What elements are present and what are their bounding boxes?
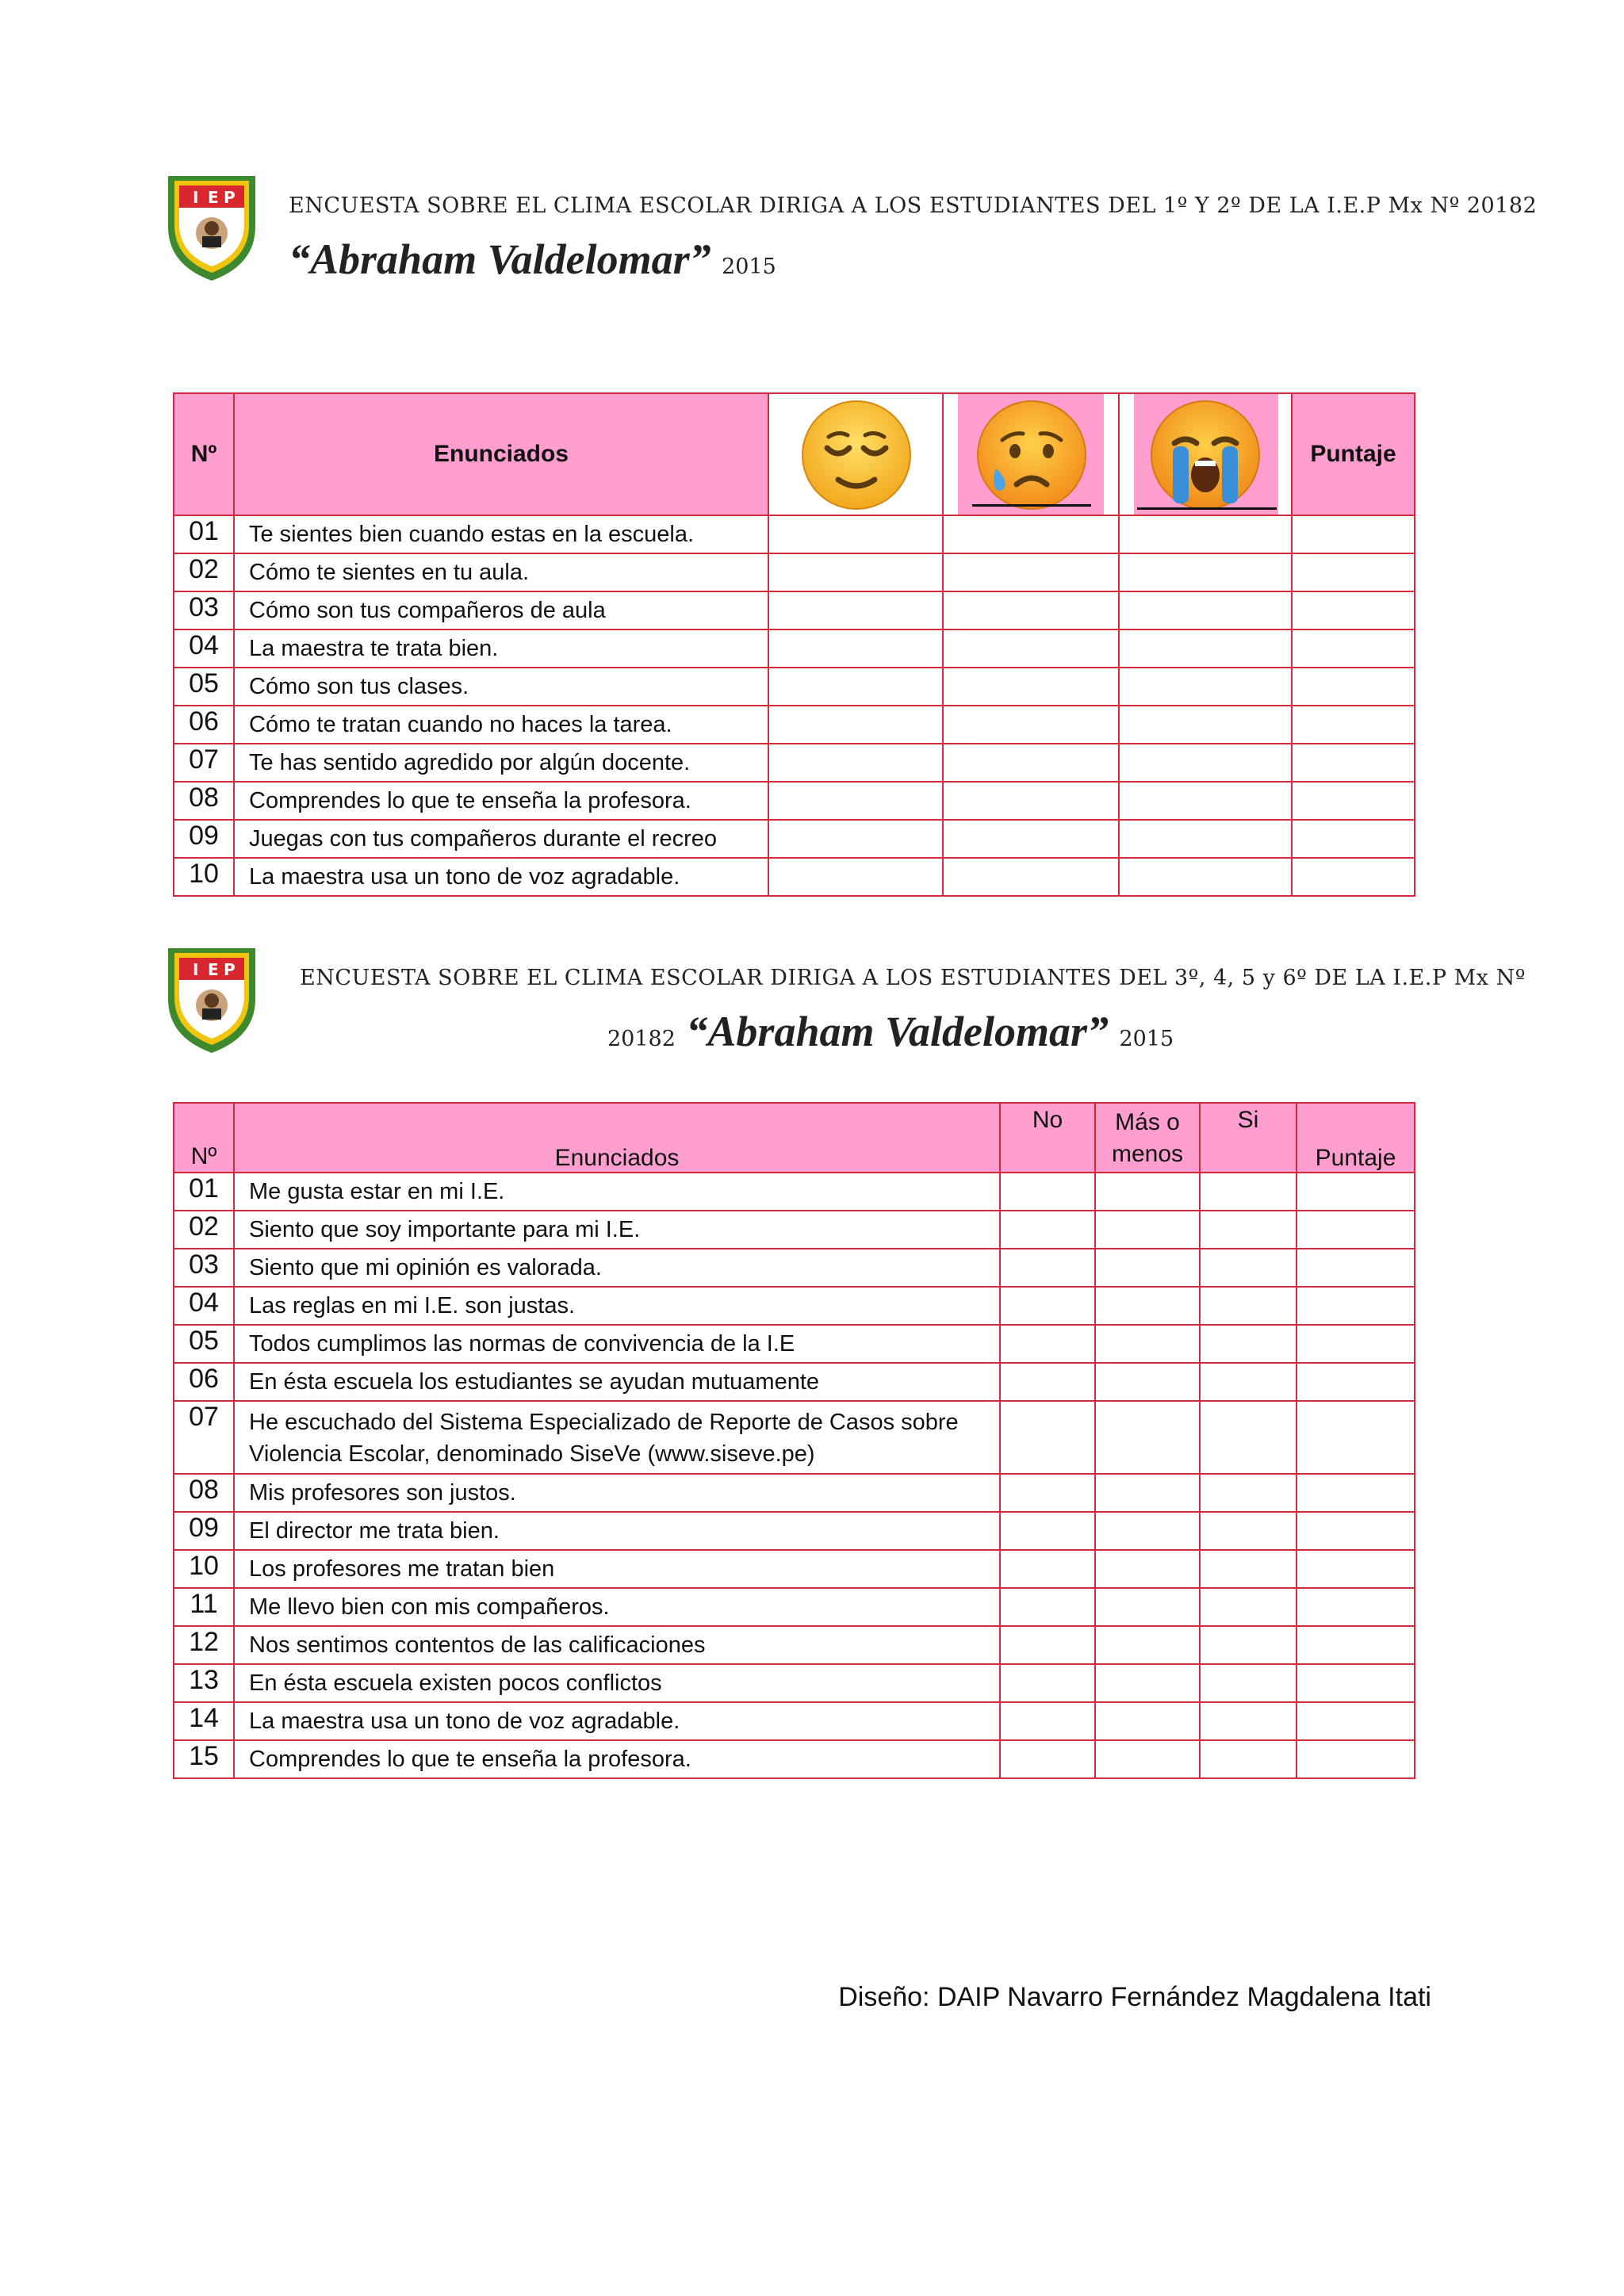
row-number: 02 bbox=[174, 1211, 234, 1249]
statement-header: Enunciados bbox=[234, 393, 768, 515]
score-cell[interactable] bbox=[1292, 782, 1415, 820]
table-row bbox=[174, 1211, 1415, 1249]
row-number: 04 bbox=[174, 629, 234, 668]
row-number: 08 bbox=[174, 1474, 234, 1512]
score-header: Puntaje bbox=[1292, 393, 1415, 515]
answer-cell[interactable] bbox=[768, 706, 943, 744]
answer-cell[interactable] bbox=[943, 782, 1119, 820]
number-header: Nº bbox=[174, 1103, 234, 1173]
row-statement: La maestra usa un tono de voz agradable. bbox=[234, 858, 768, 896]
table-row bbox=[174, 1325, 1415, 1363]
row-number: 10 bbox=[174, 858, 234, 896]
survey2-header-row bbox=[174, 1103, 1415, 1173]
answer-cell[interactable] bbox=[1095, 1512, 1200, 1550]
crying-face-header bbox=[1119, 393, 1292, 515]
school-logo bbox=[165, 171, 259, 282]
table-row bbox=[174, 1287, 1415, 1325]
survey1-header-row bbox=[174, 393, 1415, 515]
score-cell[interactable] bbox=[1297, 1363, 1415, 1401]
answer-cell[interactable] bbox=[1200, 1325, 1297, 1363]
logo-letter: P bbox=[224, 188, 236, 207]
yes-header: Si bbox=[1200, 1103, 1297, 1173]
answer-cell[interactable] bbox=[1200, 1702, 1297, 1740]
answer-cell[interactable] bbox=[1119, 820, 1292, 858]
sad-face-header bbox=[943, 393, 1119, 515]
row-number: 06 bbox=[174, 1363, 234, 1401]
row-number: 07 bbox=[174, 744, 234, 782]
table-row bbox=[174, 858, 1415, 896]
answer-cell[interactable] bbox=[943, 706, 1119, 744]
answer-cell[interactable] bbox=[1119, 668, 1292, 706]
table-row bbox=[174, 1550, 1415, 1588]
answer-cell[interactable] bbox=[1095, 1325, 1200, 1363]
logo-letter: E bbox=[208, 188, 219, 207]
answer-cell[interactable] bbox=[1095, 1401, 1200, 1474]
number-header: Nº bbox=[174, 393, 234, 515]
row-statement: Cómo son tus compañeros de aula bbox=[234, 591, 768, 629]
logo-letter: E bbox=[208, 960, 219, 979]
answer-cell[interactable] bbox=[1200, 1249, 1297, 1287]
table-row bbox=[174, 591, 1415, 629]
row-number: 10 bbox=[174, 1550, 234, 1588]
score-cell[interactable] bbox=[1297, 1474, 1415, 1512]
score-cell[interactable] bbox=[1297, 1249, 1415, 1287]
answer-cell[interactable] bbox=[1200, 1474, 1297, 1512]
score-cell[interactable] bbox=[1297, 1664, 1415, 1702]
table-row bbox=[174, 629, 1415, 668]
answer-cell[interactable] bbox=[1000, 1211, 1095, 1249]
row-number: 03 bbox=[174, 591, 234, 629]
answer-cell[interactable] bbox=[1000, 1664, 1095, 1702]
score-cell[interactable] bbox=[1297, 1702, 1415, 1740]
row-number: 04 bbox=[174, 1287, 234, 1325]
answer-cell[interactable] bbox=[1200, 1211, 1297, 1249]
row-statement: Te sientes bien cuando estas en la escuela. bbox=[234, 515, 768, 553]
answer-cell[interactable] bbox=[1000, 1512, 1095, 1550]
answer-cell[interactable] bbox=[768, 858, 943, 896]
row-statement: Cómo te tratan cuando no haces la tarea. bbox=[234, 706, 768, 744]
survey2-table bbox=[173, 1102, 1415, 1779]
survey2-school-name-line bbox=[607, 1007, 1174, 1056]
table-row bbox=[174, 1173, 1415, 1211]
table-row bbox=[174, 553, 1415, 591]
table-row bbox=[174, 820, 1415, 858]
row-number: 05 bbox=[174, 668, 234, 706]
row-statement: Mis profesores son justos. bbox=[234, 1474, 1000, 1512]
table-row bbox=[174, 1588, 1415, 1626]
table-row bbox=[174, 1474, 1415, 1512]
score-cell[interactable] bbox=[1297, 1550, 1415, 1588]
logo-letter: I bbox=[193, 960, 199, 979]
answer-cell[interactable] bbox=[1000, 1702, 1095, 1740]
survey2-title: ENCUESTA SOBRE EL CLIMA ESCOLAR DIRIGA A LOS ESTUDIANTES DEL 3º, 4, 5 y 6º DE LA I.E.P Mx Nº bbox=[300, 966, 1526, 990]
answer-cell[interactable] bbox=[943, 668, 1119, 706]
answer-cell[interactable] bbox=[1095, 1363, 1200, 1401]
score-cell[interactable] bbox=[1292, 668, 1415, 706]
row-number: 12 bbox=[174, 1626, 234, 1664]
table-row bbox=[174, 1664, 1415, 1702]
no-header: No bbox=[1000, 1103, 1095, 1173]
row-statement: Siento que mi opinión es valorada. bbox=[234, 1249, 1000, 1287]
answer-cell[interactable] bbox=[1119, 591, 1292, 629]
score-cell[interactable] bbox=[1292, 820, 1415, 858]
table-row bbox=[174, 744, 1415, 782]
answer-cell[interactable] bbox=[1000, 1401, 1095, 1474]
answer-cell[interactable] bbox=[1000, 1588, 1095, 1626]
survey2-title-prefix: 20182 bbox=[607, 1027, 676, 1051]
answer-cell[interactable] bbox=[1095, 1626, 1200, 1664]
row-statement: Nos sentimos contentos de las calificaciones bbox=[234, 1626, 1000, 1664]
row-number: 06 bbox=[174, 706, 234, 744]
table-row bbox=[174, 782, 1415, 820]
row-statement: Me gusta estar en mi I.E. bbox=[234, 1173, 1000, 1211]
row-number: 02 bbox=[174, 553, 234, 591]
row-number: 13 bbox=[174, 1664, 234, 1702]
score-cell[interactable] bbox=[1297, 1401, 1415, 1474]
answer-cell[interactable] bbox=[1095, 1211, 1200, 1249]
table-row bbox=[174, 1401, 1415, 1474]
score-cell[interactable] bbox=[1292, 515, 1415, 553]
answer-cell[interactable] bbox=[1095, 1249, 1200, 1287]
survey2-body bbox=[174, 1173, 1415, 1778]
answer-cell[interactable] bbox=[1119, 744, 1292, 782]
answer-cell[interactable] bbox=[943, 820, 1119, 858]
answer-cell[interactable] bbox=[1095, 1702, 1200, 1740]
answer-cell[interactable] bbox=[1095, 1550, 1200, 1588]
row-statement: En ésta escuela existen pocos conflictos bbox=[234, 1664, 1000, 1702]
table-row bbox=[174, 1626, 1415, 1664]
row-statement: Las reglas en mi I.E. son justas. bbox=[234, 1287, 1000, 1325]
answer-cell[interactable] bbox=[1200, 1626, 1297, 1664]
row-statement: En ésta escuela los estudiantes se ayudan mutuamente bbox=[234, 1363, 1000, 1401]
score-cell[interactable] bbox=[1292, 553, 1415, 591]
answer-cell[interactable] bbox=[768, 591, 943, 629]
row-number: 08 bbox=[174, 782, 234, 820]
answer-cell[interactable] bbox=[943, 591, 1119, 629]
score-cell[interactable] bbox=[1297, 1287, 1415, 1325]
row-statement: Siento que soy importante para mi I.E. bbox=[234, 1211, 1000, 1249]
survey1-table bbox=[173, 392, 1415, 897]
row-statement: Comprendes lo que te enseña la profesora. bbox=[234, 782, 768, 820]
answer-cell[interactable] bbox=[1000, 1626, 1095, 1664]
answer-cell[interactable] bbox=[768, 553, 943, 591]
logo-letter: P bbox=[224, 960, 236, 979]
answer-cell[interactable] bbox=[1095, 1588, 1200, 1626]
answer-cell[interactable] bbox=[1200, 1173, 1297, 1211]
row-statement: La maestra usa un tono de voz agradable. bbox=[234, 1702, 1000, 1740]
score-cell[interactable] bbox=[1292, 706, 1415, 744]
table-row bbox=[174, 1363, 1415, 1401]
table-row bbox=[174, 668, 1415, 706]
score-header: Puntaje bbox=[1297, 1103, 1415, 1173]
answer-cell[interactable] bbox=[1119, 553, 1292, 591]
school-logo bbox=[165, 943, 259, 1054]
score-cell[interactable] bbox=[1297, 1626, 1415, 1664]
row-number: 07 bbox=[174, 1401, 234, 1474]
table-row bbox=[174, 1512, 1415, 1550]
answer-cell[interactable] bbox=[1200, 1287, 1297, 1325]
answer-cell[interactable] bbox=[1200, 1401, 1297, 1474]
answer-cell[interactable] bbox=[768, 515, 943, 553]
score-cell[interactable] bbox=[1292, 629, 1415, 668]
score-cell[interactable] bbox=[1297, 1588, 1415, 1626]
content-face-header bbox=[768, 393, 943, 515]
row-number: 14 bbox=[174, 1702, 234, 1740]
answer-cell[interactable] bbox=[1000, 1173, 1095, 1211]
answer-cell[interactable] bbox=[1000, 1550, 1095, 1588]
answer-cell[interactable] bbox=[1200, 1363, 1297, 1401]
answer-cell[interactable] bbox=[1000, 1363, 1095, 1401]
row-statement: He escuchado del Sistema Especializado de Reporte de Casos sobre Violencia Escolar, denominado SiseVe (www.siseve.pe) bbox=[234, 1401, 1000, 1474]
score-cell[interactable] bbox=[1297, 1211, 1415, 1249]
answer-cell[interactable] bbox=[1095, 1287, 1200, 1325]
answer-cell[interactable] bbox=[1000, 1325, 1095, 1363]
more-or-less-header bbox=[1095, 1103, 1200, 1173]
answer-cell[interactable] bbox=[1200, 1512, 1297, 1550]
answer-cell[interactable] bbox=[1200, 1664, 1297, 1702]
answer-cell[interactable] bbox=[1095, 1740, 1200, 1778]
survey2-school-name: “Abraham Valdelomar” bbox=[686, 1008, 1109, 1055]
score-cell[interactable] bbox=[1297, 1740, 1415, 1778]
row-number: 05 bbox=[174, 1325, 234, 1363]
logo-letter: I bbox=[193, 188, 199, 207]
row-statement: Juegas con tus compañeros durante el recreo bbox=[234, 820, 768, 858]
row-number: 03 bbox=[174, 1249, 234, 1287]
row-number: 11 bbox=[174, 1588, 234, 1626]
survey1-title: ENCUESTA SOBRE EL CLIMA ESCOLAR DIRIGA A LOS ESTUDIANTES DEL 1º Y 2º DE LA I.E.P Mx Nº 20182 bbox=[289, 193, 1538, 218]
more-or-less-line2: menos bbox=[1111, 1141, 1184, 1167]
answer-cell[interactable] bbox=[1095, 1173, 1200, 1211]
score-cell[interactable] bbox=[1292, 744, 1415, 782]
answer-cell[interactable] bbox=[1095, 1664, 1200, 1702]
answer-cell[interactable] bbox=[1200, 1740, 1297, 1778]
sad-face-icon bbox=[972, 396, 1091, 515]
crying-face-icon bbox=[1146, 396, 1265, 515]
survey1-body bbox=[174, 515, 1415, 896]
survey1-year: 2015 bbox=[722, 254, 776, 279]
answer-cell[interactable] bbox=[768, 668, 943, 706]
answer-cell[interactable] bbox=[768, 629, 943, 668]
answer-cell[interactable] bbox=[1000, 1740, 1095, 1778]
survey1-school-name: “Abraham Valdelomar” bbox=[289, 235, 711, 283]
designer-credit: Diseño: DAIP Navarro Fernández Magdalena Itati bbox=[838, 1982, 1431, 2012]
row-statement: El director me trata bien. bbox=[234, 1512, 1000, 1550]
row-statement: Te has sentido agredido por algún docente. bbox=[234, 744, 768, 782]
survey1-school-name-line bbox=[289, 235, 776, 284]
row-number: 09 bbox=[174, 1512, 234, 1550]
score-cell[interactable] bbox=[1297, 1512, 1415, 1550]
row-statement: Los profesores me tratan bien bbox=[234, 1550, 1000, 1588]
answer-cell[interactable] bbox=[1119, 706, 1292, 744]
answer-cell[interactable] bbox=[768, 782, 943, 820]
answer-cell[interactable] bbox=[1119, 782, 1292, 820]
survey2-year: 2015 bbox=[1119, 1027, 1174, 1051]
answer-cell[interactable] bbox=[1119, 629, 1292, 668]
table-row bbox=[174, 1702, 1415, 1740]
score-cell[interactable] bbox=[1297, 1325, 1415, 1363]
row-statement: Cómo te sientes en tu aula. bbox=[234, 553, 768, 591]
table-row bbox=[174, 1740, 1415, 1778]
answer-cell[interactable] bbox=[1000, 1249, 1095, 1287]
answer-cell[interactable] bbox=[943, 858, 1119, 896]
answer-cell[interactable] bbox=[1119, 515, 1292, 553]
answer-cell[interactable] bbox=[1000, 1287, 1095, 1325]
answer-cell[interactable] bbox=[943, 629, 1119, 668]
row-number: 01 bbox=[174, 1173, 234, 1211]
answer-cell[interactable] bbox=[1119, 858, 1292, 896]
answer-cell[interactable] bbox=[1000, 1474, 1095, 1512]
more-or-less-line1: Más o bbox=[1115, 1109, 1180, 1135]
row-number: 09 bbox=[174, 820, 234, 858]
answer-cell[interactable] bbox=[943, 553, 1119, 591]
answer-cell[interactable] bbox=[1095, 1474, 1200, 1512]
answer-cell[interactable] bbox=[943, 515, 1119, 553]
table-row bbox=[174, 515, 1415, 553]
score-cell[interactable] bbox=[1292, 858, 1415, 896]
answer-cell[interactable] bbox=[1200, 1588, 1297, 1626]
score-cell[interactable] bbox=[1292, 591, 1415, 629]
row-statement: Me llevo bien con mis compañeros. bbox=[234, 1588, 1000, 1626]
table-row bbox=[174, 706, 1415, 744]
row-number: 15 bbox=[174, 1740, 234, 1778]
content-face-icon bbox=[797, 396, 916, 515]
row-statement: Comprendes lo que te enseña la profesora. bbox=[234, 1740, 1000, 1778]
score-cell[interactable] bbox=[1297, 1173, 1415, 1211]
answer-cell[interactable] bbox=[768, 820, 943, 858]
statement-header: Enunciados bbox=[234, 1103, 1000, 1173]
table-row bbox=[174, 1249, 1415, 1287]
answer-cell[interactable] bbox=[768, 744, 943, 782]
row-statement: La maestra te trata bien. bbox=[234, 629, 768, 668]
row-number: 01 bbox=[174, 515, 234, 553]
row-statement: Cómo son tus clases. bbox=[234, 668, 768, 706]
row-statement: Todos cumplimos las normas de convivencia de la I.E bbox=[234, 1325, 1000, 1363]
answer-cell[interactable] bbox=[943, 744, 1119, 782]
answer-cell[interactable] bbox=[1200, 1550, 1297, 1588]
